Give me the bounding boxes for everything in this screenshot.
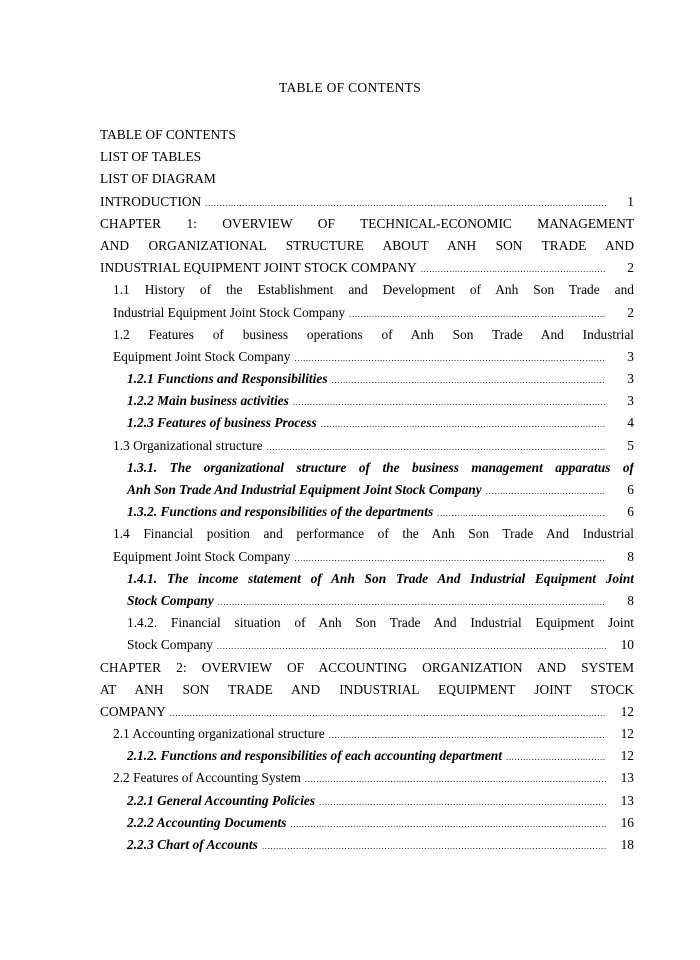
toc-entry[interactable] xyxy=(100,146,634,168)
leader-dots xyxy=(217,635,606,656)
toc-entry-text: 1.2.3 Features of business Process xyxy=(127,415,317,431)
toc-page-number: 3 xyxy=(627,393,634,409)
leader-dots xyxy=(329,724,606,745)
toc-page-number: 2 xyxy=(627,304,634,320)
toc-entry[interactable] xyxy=(100,390,634,412)
toc-page-number: 3 xyxy=(627,348,634,364)
leader-dots xyxy=(305,768,606,789)
leader-dots xyxy=(294,547,606,568)
toc-entry-text: 1.3 Organizational structure xyxy=(113,437,263,453)
leader-dots xyxy=(332,369,606,390)
toc-entry[interactable] xyxy=(100,590,634,612)
toc-entry-text: 1.4.2. Financial situation of Anh Son Trade And Industrial Equipment Joint xyxy=(127,615,634,631)
toc-page-number: 1 xyxy=(627,193,634,209)
toc-page-number: 8 xyxy=(627,592,634,608)
toc-entry[interactable] xyxy=(100,745,634,767)
toc-entry-text: 1.4.1. The income statement of Anh Son Trade And Industrial Equipment Joint xyxy=(127,570,634,586)
toc-page-number: 8 xyxy=(627,548,634,564)
toc-entry[interactable] xyxy=(100,501,634,523)
toc-entry-text: Stock Company xyxy=(127,592,214,608)
toc-entry-text: CHAPTER 1: OVERVIEW OF TECHNICAL-ECONOMIC MANAGEMENT xyxy=(100,215,634,231)
toc-entry-text: Industrial Equipment Joint Stock Company xyxy=(113,304,346,320)
toc-entry[interactable] xyxy=(100,235,634,257)
toc-page-number: 12 xyxy=(620,748,634,764)
toc-page-number: 16 xyxy=(620,814,634,830)
toc-entry-text: Equipment Joint Stock Company xyxy=(113,548,291,564)
toc-entry-text: LIST OF TABLES xyxy=(100,149,202,165)
toc-entry-text: 1.2.1 Functions and Responsibilities xyxy=(127,371,328,387)
toc-entry[interactable] xyxy=(100,412,634,434)
leader-dots xyxy=(205,192,606,213)
toc-entry[interactable] xyxy=(100,457,634,479)
toc-entry-text: AND ORGANIZATIONAL STRUCTURE ABOUT ANH SON TRADE AND xyxy=(100,237,634,253)
toc-entry-text: 2.2.3 Chart of Accounts xyxy=(127,837,258,852)
leader-dots xyxy=(506,746,606,767)
toc-entry[interactable] xyxy=(100,346,634,368)
toc-page-number: 10 xyxy=(620,637,634,653)
toc-page-number: 5 xyxy=(627,437,634,453)
toc-entry[interactable] xyxy=(100,812,634,834)
toc-entry-text: 1.2 Features of business operations of Anh Son Trade And Industrial xyxy=(113,326,634,342)
toc-entry[interactable] xyxy=(100,701,634,723)
toc-page-number: 6 xyxy=(627,504,634,520)
toc-page-number: 13 xyxy=(620,792,634,808)
toc-entry-text: COMPANY xyxy=(100,703,166,719)
leader-dots xyxy=(349,303,606,324)
toc-entry[interactable] xyxy=(100,168,634,190)
toc-entry-text: 2.1.2. Functions and responsibilities of each accounting department xyxy=(127,748,502,764)
toc-page-number: 12 xyxy=(620,703,634,719)
toc-entry[interactable] xyxy=(100,790,634,812)
toc-entry-text: 1.1 History of the Establishment and Development of Anh Son Trade and xyxy=(113,282,634,298)
toc-entry[interactable] xyxy=(100,257,634,279)
toc-entry[interactable] xyxy=(100,568,634,590)
toc-page-number: 18 xyxy=(620,837,634,852)
toc-entry[interactable] xyxy=(100,679,634,701)
toc-entry-text: 2.2.1 General Accounting Policies xyxy=(127,792,316,808)
leader-dots xyxy=(293,391,606,412)
toc-entry-text: LIST OF DIAGRAM xyxy=(100,171,216,187)
toc-entry[interactable] xyxy=(100,634,634,656)
toc-entry-text: Anh Son Trade And Industrial Equipment Joint Stock Company xyxy=(127,482,482,497)
toc-entry[interactable] xyxy=(100,767,634,789)
leader-dots xyxy=(218,591,606,612)
toc-entry-text: Stock Company xyxy=(127,637,213,653)
leader-dots xyxy=(321,413,606,434)
toc-entry[interactable] xyxy=(100,191,634,213)
leader-dots xyxy=(486,480,606,501)
toc-entry-text: CHAPTER 2: OVERVIEW OF ACCOUNTING ORGANIZATION AND SYSTEM xyxy=(100,659,634,675)
toc-entry[interactable] xyxy=(100,479,634,501)
toc-page-number: 2 xyxy=(627,260,634,276)
leader-dots xyxy=(437,502,606,523)
toc-entry[interactable] xyxy=(100,324,634,346)
leader-dots xyxy=(267,436,606,457)
toc-entry[interactable] xyxy=(100,612,634,634)
toc-entry-text: 2.2 Features of Accounting System xyxy=(113,770,301,786)
toc-page-number: 4 xyxy=(627,415,634,431)
toc-entry[interactable] xyxy=(100,302,634,324)
document-title: TABLE OF CONTENTS xyxy=(278,80,422,95)
toc-entry-text: TABLE OF CONTENTS xyxy=(100,127,236,142)
toc-entry-text: 2.1 Accounting organizational structure xyxy=(113,726,325,742)
toc-entry[interactable] xyxy=(100,435,634,457)
toc-entry-text: Equipment Joint Stock Company xyxy=(113,348,291,364)
toc-entry-text: AT ANH SON TRADE AND INDUSTRIAL EQUIPMENT JOINT STOCK xyxy=(100,681,634,697)
toc-entry[interactable] xyxy=(100,213,634,235)
table-of-contents xyxy=(100,124,634,856)
leader-dots xyxy=(421,258,606,279)
toc-entry[interactable] xyxy=(100,723,634,745)
toc-entry[interactable] xyxy=(100,279,634,301)
toc-entry[interactable] xyxy=(100,657,634,679)
toc-entry[interactable] xyxy=(100,834,634,856)
toc-entry-text: 2.2.2 Accounting Documents xyxy=(127,814,287,830)
toc-page-number: 12 xyxy=(620,726,634,742)
toc-entry[interactable] xyxy=(100,368,634,390)
toc-entry-text: INDUSTRIAL EQUIPMENT JOINT STOCK COMPANY xyxy=(100,260,417,276)
toc-entry-text: 1.4 Financial position and performance of the Anh Son Trade And Industrial xyxy=(113,526,634,542)
toc-entry-text: INTRODUCTION xyxy=(100,193,202,209)
toc-entry-text: 1.3.2. Functions and responsibilities of the departments xyxy=(127,504,434,520)
toc-entry[interactable] xyxy=(100,523,634,545)
toc-entry-text: 1.2.2 Main business activities xyxy=(127,393,289,409)
leader-dots xyxy=(290,813,606,834)
toc-page-number: 13 xyxy=(620,770,634,786)
leader-dots xyxy=(294,347,606,368)
toc-page-number: 3 xyxy=(627,371,634,387)
toc-entry[interactable] xyxy=(100,546,634,568)
toc-page-number: 6 xyxy=(627,482,634,497)
toc-entry-text: 1.3.1. The organizational structure of the business management apparatus of xyxy=(127,459,634,475)
leader-dots xyxy=(262,835,606,856)
toc-entry[interactable] xyxy=(100,124,634,146)
leader-dots xyxy=(319,791,606,812)
leader-dots xyxy=(170,702,606,723)
